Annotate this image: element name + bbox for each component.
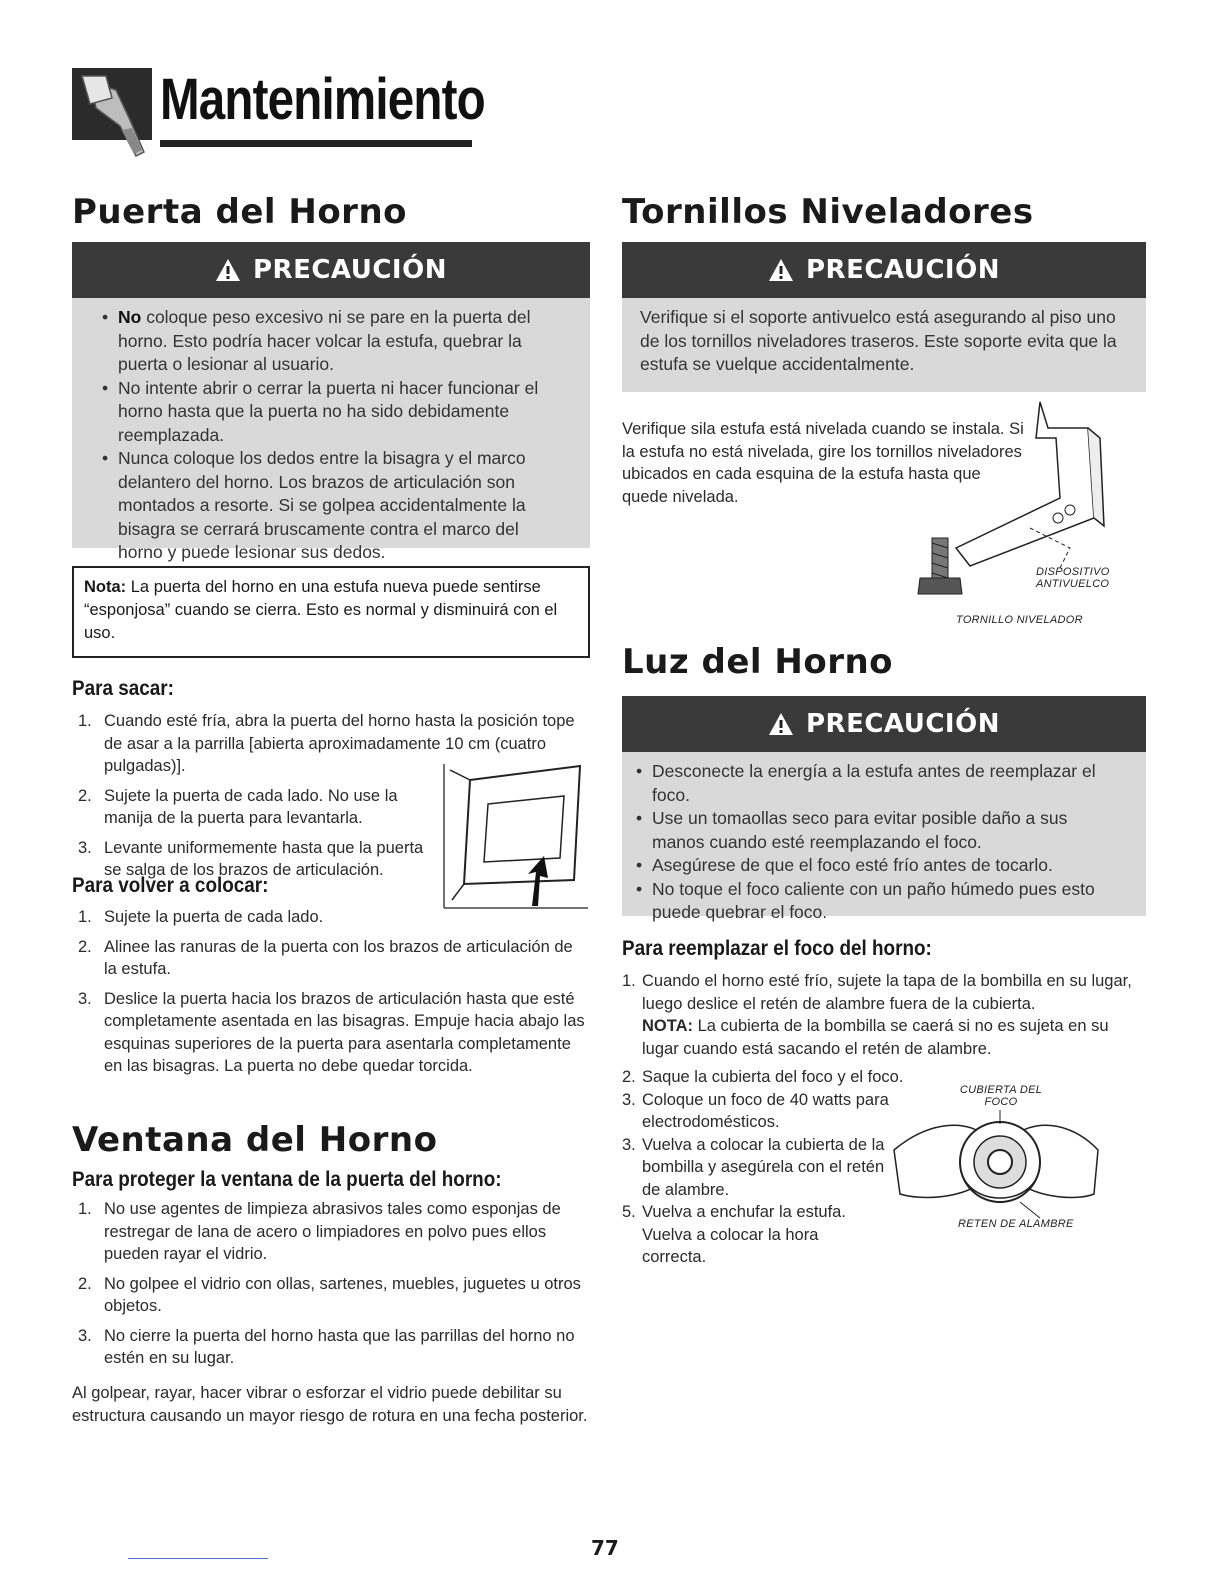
section-title-ventana: Ventana del Horno: [72, 1120, 438, 1160]
list-item: 3. No cierre la puerta del horno hasta que las parrillas del horno no estén en su lugar.: [78, 1326, 575, 1367]
subheading-colocar: Para volver a colocar:: [72, 874, 269, 897]
caution-box-tornillos: [622, 242, 1146, 392]
title-underline: [160, 140, 472, 147]
list-colocar: [78, 906, 590, 1085]
wrench-icon: [72, 68, 152, 158]
list-item: 1. Cuando el horno esté frío, sujete la tapa de la bombilla en su lugar, luego deslice el retén de alambre fuera de la cubierta. NOTA: La cubierta de la bombilla se caerá si no es sujeta en su lugar cuando está sacando el retén de alambre.: [622, 972, 1132, 1058]
section-title-tornillos: Tornillos Niveladores: [622, 192, 1034, 232]
list-foco-steps: [622, 1066, 904, 1269]
list-item: 3. Levante uniformemente hasta que la puerta se salga de los brazos de articulación.: [78, 838, 424, 879]
list-item: 2. Sujete la puerta de cada lado. No use la manija de la puerta para levantarla.: [78, 786, 398, 827]
caution-header: [622, 242, 1146, 298]
warning-icon: [215, 258, 241, 282]
note-text: La puerta del horno en una estufa nueva puede sentirse “esponjosa” cuando se cierra. Esto es normal y disminuirá con el uso.: [84, 578, 558, 642]
list-item: 3. Vuelva a colocar la cubierta de la bombilla y asegúrela con el retén de alambre.: [622, 1135, 885, 1199]
caution-item: • No coloque peso excesivo ni se pare en la puerta del horno. Esto podría hacer volcar la estufa, quebrar la puerta o lesionar al usuario.: [102, 306, 568, 377]
door-removal-illustration: [440, 760, 592, 912]
note-box: [72, 566, 590, 658]
caution-box-luz: [622, 696, 1146, 922]
caption-dispositivo: DISPOSITIVO ANTIVUELCO: [1036, 566, 1110, 590]
caution-text: Verifique si el soporte antivuelco está asegurando al piso uno de los tornillos niveladores traseros. Este soporte evita que la estufa se vuelque accidentalmente.: [640, 307, 1117, 374]
caution-item: • No toque el foco caliente con un paño húmedo pues esto puede quebrar el foco.: [636, 878, 1124, 925]
subheading-foco: Para reemplazar el foco del horno:: [622, 937, 932, 960]
caption-tornillo: TORNILLO NIVELADOR: [956, 614, 1083, 626]
subheading-sacar: Para sacar:: [72, 677, 174, 700]
nota-label: NOTA:: [642, 1017, 694, 1035]
warning-icon: [768, 258, 794, 282]
list-item: 3. Deslice la puerta hacia los brazos de articulación hasta que esté completamente asentada en las bisagras. Empuje hacia abajo las esquinas superiores de la puerta para asentarla completamente en las bisagras. La puerta no debe quedar torcida.: [78, 989, 585, 1075]
footer-line: [128, 1558, 268, 1559]
section-title-luz: Luz del Horno: [622, 642, 894, 682]
caution-box-puerta: [72, 242, 590, 562]
note-label: Nota:: [84, 578, 127, 596]
tornillos-body-text: Verifique sila estufa está nivelada cuando se instala. Si la estufa no está nivelada, gire los tornillos niveladores ubicados en cada esquina de la estufa hasta que quede nivelada.: [622, 420, 1024, 506]
list-item: 1. Cuando esté fría, abra la puerta del horno hasta la posición tope de asar a la parrilla [abierta aproximadamente 10 cm (cuatro pulgadas)].: [78, 712, 575, 775]
caution-item: • No intente abrir o cerrar la puerta ni hacer funcionar el horno hasta que la puerta no ha sido debidamente reemplazada.: [102, 377, 568, 448]
caution-item: • Use un tomaollas seco para evitar posible daño a sus manos cuando esté reemplazando el foco.: [636, 807, 1124, 854]
page-number: 77: [591, 1536, 619, 1560]
caution-header: [72, 242, 590, 298]
list-item: 2. No golpee el vidrio con ollas, sartenes, muebles, juguetes u otros objetos.: [78, 1274, 581, 1315]
page-title: Mantenimiento: [160, 67, 485, 132]
list-item: 1. Sujete la puerta de cada lado.: [78, 908, 324, 926]
warning-icon: [768, 712, 794, 736]
list-item: 3. Coloque un foco de 40 watts para electrodomésticos.: [622, 1090, 889, 1131]
caption-cubierta: CUBIERTA DEL FOCO: [959, 1084, 1043, 1108]
caution-item: • Nunca coloque los dedos entre la bisagra y el marco delantero del horno. Los brazos de articulación son montados a resorte. Si se golpea accidentalmente la bisagra se cerrará bruscamente contra el marco del horno y puede lesionar sus dedos.: [102, 447, 568, 565]
list-item: 1. No use agentes de limpieza abrasivos tales como esponjas de restregar de lana de acero o limpiadores en polvo pues ellos pueden rayar el vidrio.: [78, 1200, 561, 1263]
list-ventana: [78, 1198, 590, 1377]
list-foco-step1: [622, 970, 1146, 1067]
section-title-puerta: Puerta del Horno: [72, 192, 408, 232]
caution-header: [622, 696, 1146, 752]
caution-label: PRECAUCIÓN: [806, 709, 1000, 739]
caution-label: PRECAUCIÓN: [253, 255, 447, 285]
caution-item: • Desconecte la energía a la estufa antes de reemplazar el foco.: [636, 760, 1124, 807]
list-item: 5. Vuelva a enchufar la estufa. Vuelva a colocar la hora correcta.: [622, 1203, 846, 1266]
subheading-ventana: Para proteger la ventana de la puerta del horno:: [72, 1168, 502, 1191]
list-item: 2. Saque la cubierta del foco y el foco.: [622, 1068, 904, 1086]
ventana-closing-text: Al golpear, rayar, hacer vibrar o esforzar el vidrio puede debilitar su estructura causando un mayor riesgo de rotura en una fecha posterior.: [72, 1384, 588, 1425]
caution-label: PRECAUCIÓN: [806, 255, 1000, 285]
caution-item: • Asegúrese de que el foco esté frío antes de tocarlo.: [636, 854, 1124, 878]
caption-reten: RETEN DE ALAMBRE: [958, 1218, 1074, 1230]
bulb-cover-illustration: [890, 1110, 1102, 1222]
list-item: 2. Alinee las ranuras de la puerta con los brazos de articulación de la estufa.: [78, 937, 573, 978]
